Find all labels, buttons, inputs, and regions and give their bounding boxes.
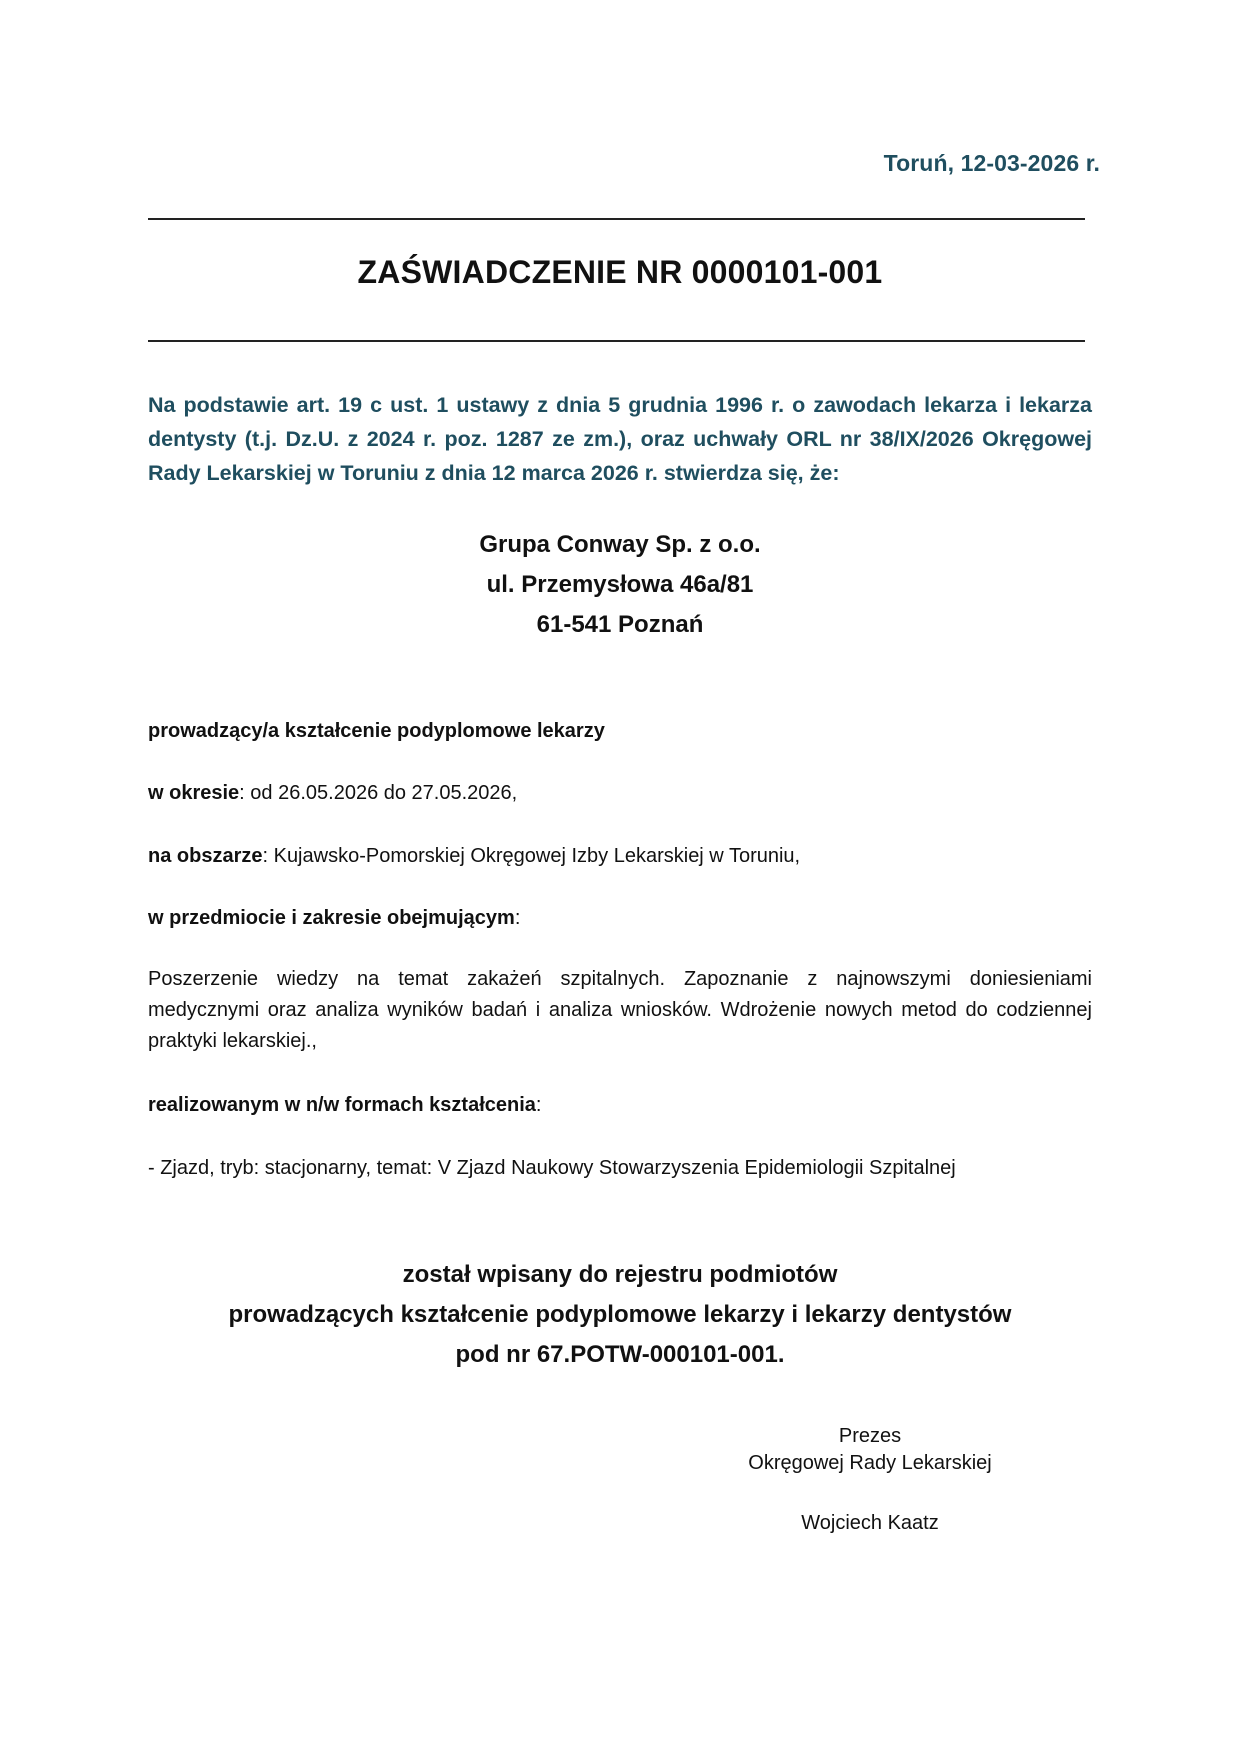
- period-label: w okresie: [148, 782, 240, 804]
- scope-line: medycznymi oraz analiza wyników badań i analiza wniosków. Wdrożenie nowych metod do codziennej: [148, 999, 1092, 1021]
- forms-colon: :: [535, 1094, 542, 1116]
- company-city: 61-541 Poznań: [536, 611, 704, 638]
- bottom-divider: [148, 340, 1085, 342]
- registry-statement: [0, 1255, 1240, 1375]
- forms-list-item: - Zjazd, tryb: stacjonarny, temat: V Zjazd Naukowy Stowarzyszenia Epidemiologii Szpitalnej: [148, 1157, 956, 1179]
- subject-line: [148, 907, 520, 930]
- company-block: [0, 525, 1240, 645]
- registry-line: pod nr 67.POTW-000101-001.: [455, 1341, 785, 1368]
- company-street: ul. Przemysłowa 46a/81: [486, 571, 754, 598]
- scope-description: [148, 964, 1092, 1057]
- legal-basis-line: Na podstawie art. 19 c ust. 1 ustawy z dnia 5 grudnia 1996 r. o zawodach lekarza i lekarza: [148, 393, 1092, 417]
- area-line: [148, 845, 800, 868]
- company-name: Grupa Conway Sp. z o.o.: [479, 531, 761, 558]
- provider-line: [148, 720, 605, 743]
- signatory-name: Wojciech Kaatz: [801, 1512, 939, 1534]
- period-line: [148, 782, 517, 805]
- area-value: : Kujawsko-Pomorskiej Okręgowej Izby Lekarskiej w Toruniu,: [262, 845, 801, 867]
- document-date: Toruń, 12-03-2026 r.: [883, 150, 1100, 176]
- registry-line: prowadzących kształcenie podyplomowe lekarzy i lekarzy dentystów: [228, 1301, 1012, 1328]
- forms-line: [148, 1094, 541, 1117]
- signatory-organization: Okręgowej Rady Lekarskiej: [748, 1452, 992, 1474]
- provider-label: prowadzący/a kształcenie podyplomowe lekarzy: [148, 720, 605, 742]
- certificate-title: ZAŚWIADCZENIE NR 0000101-001: [357, 254, 883, 290]
- registry-line: został wpisany do rejestru podmiotów: [402, 1261, 838, 1288]
- legal-basis-line: dentysty (t.j. Dz.U. z 2024 r. poz. 1287 ze zm.), oraz uchwały ORL nr 38/IX/2026 Okręgowej: [148, 427, 1092, 451]
- period-value: : od 26.05.2026 do 27.05.2026,: [239, 782, 518, 804]
- scope-line: praktyki lekarskiej.,: [148, 1030, 317, 1052]
- scope-line: Poszerzenie wiedzy na temat zakażeń szpitalnych. Zapoznanie z najnowszymi doniesieniami: [148, 968, 1092, 990]
- legal-basis-paragraph: [148, 388, 1092, 490]
- signatory-role: Prezes: [838, 1425, 902, 1447]
- subject-colon: :: [514, 907, 521, 929]
- area-label: na obszarze: [148, 845, 263, 867]
- legal-basis-line: Rady Lekarskiej w Toruniu z dnia 12 marca 2026 r. stwierdza się, że:: [148, 461, 840, 485]
- forms-label: realizowanym w n/w formach kształcenia: [148, 1094, 536, 1116]
- subject-label: w przedmiocie i zakresie obejmującym: [148, 907, 515, 929]
- top-divider: [148, 218, 1085, 220]
